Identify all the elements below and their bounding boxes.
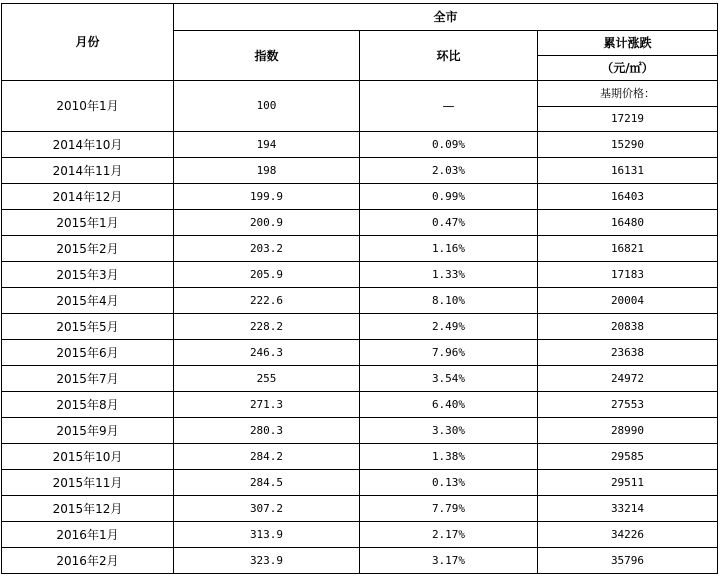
base-index-cell: 100	[174, 81, 360, 132]
month-cell: 2015年3月	[2, 262, 174, 288]
cumulative-cell: 29585	[538, 444, 718, 470]
cumulative-cell: 23638	[538, 340, 718, 366]
mom-cell: 1.38%	[360, 444, 538, 470]
index-cell: 255	[174, 366, 360, 392]
month-cell: 2015年6月	[2, 340, 174, 366]
cumulative-cell: 34226	[538, 522, 718, 548]
mom-cell: 6.40%	[360, 392, 538, 418]
mom-cell: 0.09%	[360, 132, 538, 158]
month-cell: 2016年1月	[2, 522, 174, 548]
index-cell: 194	[174, 132, 360, 158]
table-row	[2, 444, 718, 470]
month-cell: 2014年12月	[2, 184, 174, 210]
table-row	[2, 470, 718, 496]
cumulative-cell: 17183	[538, 262, 718, 288]
month-header: 月份	[2, 4, 174, 81]
base-price-label: 基期价格：	[538, 81, 718, 107]
index-cell: 284.2	[174, 444, 360, 470]
cumulative-cell: 15290	[538, 132, 718, 158]
month-cell: 2015年7月	[2, 366, 174, 392]
index-cell: 323.9	[174, 548, 360, 574]
index-cell: 284.5	[174, 470, 360, 496]
month-cell: 2014年11月	[2, 158, 174, 184]
cumulative-cell: 16131	[538, 158, 718, 184]
cumulative-cell: 16480	[538, 210, 718, 236]
index-cell: 222.6	[174, 288, 360, 314]
month-cell: 2016年2月	[2, 548, 174, 574]
table-row	[2, 496, 718, 522]
index-cell: 307.2	[174, 496, 360, 522]
price-index-table	[1, 3, 718, 574]
month-cell: 2015年11月	[2, 470, 174, 496]
index-cell: 280.3	[174, 418, 360, 444]
mom-cell: 0.99%	[360, 184, 538, 210]
index-cell: 205.9	[174, 262, 360, 288]
cumulative-cell: 35796	[538, 548, 718, 574]
cumulative-cell: 29511	[538, 470, 718, 496]
table-row	[2, 262, 718, 288]
cumulative-cell: 16821	[538, 236, 718, 262]
cumulative-cell: 20004	[538, 288, 718, 314]
month-cell: 2015年9月	[2, 418, 174, 444]
table-row	[2, 340, 718, 366]
mom-cell: 2.17%	[360, 522, 538, 548]
index-cell: 271.3	[174, 392, 360, 418]
table-row	[2, 132, 718, 158]
table-row	[2, 184, 718, 210]
month-cell: 2015年5月	[2, 314, 174, 340]
index-cell: 200.9	[174, 210, 360, 236]
mom-cell: 2.49%	[360, 314, 538, 340]
mom-cell: 3.30%	[360, 418, 538, 444]
mom-cell: 7.96%	[360, 340, 538, 366]
table-row	[2, 366, 718, 392]
cumulative-cell: 33214	[538, 496, 718, 522]
table-row	[2, 392, 718, 418]
table-row	[2, 158, 718, 184]
base-mom-cell: —	[360, 81, 538, 132]
mom-cell: 8.10%	[360, 288, 538, 314]
month-cell: 2015年2月	[2, 236, 174, 262]
cumulative-cell: 28990	[538, 418, 718, 444]
index-cell: 198	[174, 158, 360, 184]
index-cell: 203.2	[174, 236, 360, 262]
base-price-value: 17219	[538, 107, 718, 132]
cumulative-cell: 20838	[538, 314, 718, 340]
mom-cell: 3.54%	[360, 366, 538, 392]
index-cell: 313.9	[174, 522, 360, 548]
mom-cell: 1.16%	[360, 236, 538, 262]
table-row	[2, 314, 718, 340]
cumulative-cell: 24972	[538, 366, 718, 392]
cumulative-cell: 16403	[538, 184, 718, 210]
index-cell: 246.3	[174, 340, 360, 366]
mom-cell: 2.03%	[360, 158, 538, 184]
cumulative-header: 累计涨跌	[538, 31, 718, 56]
base-month-cell: 2010年1月	[2, 81, 174, 132]
mom-cell: 1.33%	[360, 262, 538, 288]
month-cell: 2015年1月	[2, 210, 174, 236]
city-header: 全市	[174, 4, 718, 31]
month-cell: 2015年8月	[2, 392, 174, 418]
mom-cell: 0.47%	[360, 210, 538, 236]
table-row	[2, 548, 718, 574]
month-cell: 2015年10月	[2, 444, 174, 470]
index-header: 指数	[174, 31, 360, 81]
mom-cell: 3.17%	[360, 548, 538, 574]
cumulative-cell: 27553	[538, 392, 718, 418]
mom-cell: 7.79%	[360, 496, 538, 522]
month-cell: 2015年12月	[2, 496, 174, 522]
table-row	[2, 522, 718, 548]
index-cell: 228.2	[174, 314, 360, 340]
mom-cell: 0.13%	[360, 470, 538, 496]
mom-header: 环比	[360, 31, 538, 81]
table-row	[2, 236, 718, 262]
cumulative-unit: （元/㎡）	[538, 56, 718, 81]
table-row	[2, 418, 718, 444]
index-cell: 199.9	[174, 184, 360, 210]
table-row	[2, 288, 718, 314]
month-cell: 2014年10月	[2, 132, 174, 158]
table-row	[2, 210, 718, 236]
month-cell: 2015年4月	[2, 288, 174, 314]
